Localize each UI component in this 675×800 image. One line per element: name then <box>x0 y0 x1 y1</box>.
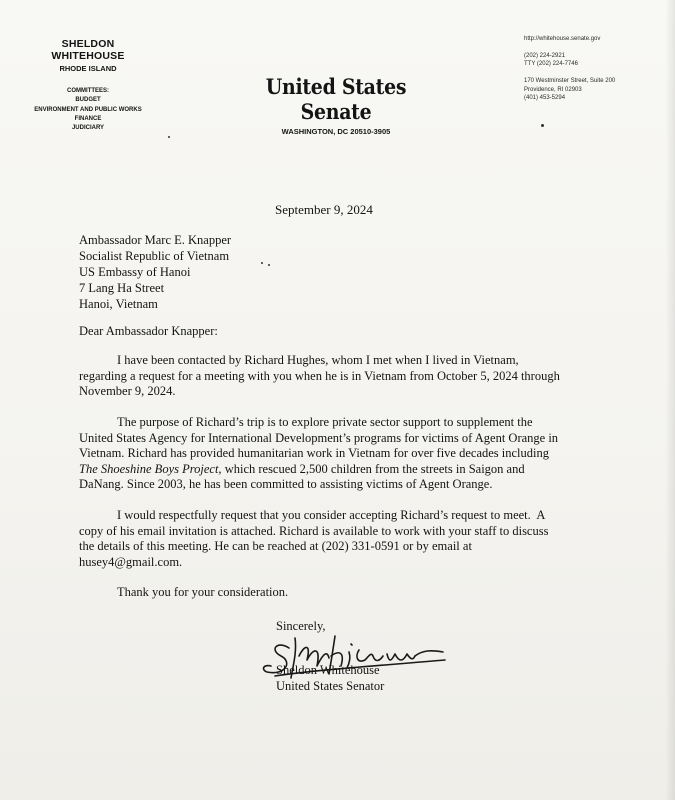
paragraph-line-rest: which rescued 2,500 children from the streets in Saigon and <box>221 461 525 476</box>
phone: (202) 224-2921 <box>524 52 566 59</box>
paragraph-line: The purpose of Richard’s trip is to explore private sector support to supplement the <box>117 415 533 429</box>
project-title: The Shoeshine Boys Project, <box>79 461 222 476</box>
contact-block <box>524 35 615 103</box>
closing-thanks: Thank you for your consideration. <box>117 585 289 599</box>
paragraph-line: DaNang. Since 2003, he has been committed to assisting victims of Agent Orange. <box>79 477 493 492</box>
paragraph-line: November 9, 2024. <box>79 384 176 399</box>
website: http://whitehouse.senate.gov <box>524 36 601 42</box>
recipient-line: Ambassador Marc E. Knapper <box>79 233 232 247</box>
valediction: Sincerely, <box>276 619 326 633</box>
scan-speck <box>541 124 544 127</box>
signer-block <box>276 662 384 694</box>
paragraph-line: I would respectfully request that you consider accepting Richard’s request to meet. A <box>117 508 546 522</box>
signer-title: United States Senator <box>276 679 385 693</box>
recipient-line: US Embassy of Hanoi <box>79 265 191 279</box>
office-phone: (401) 453-5294 <box>524 95 566 102</box>
senate-masthead <box>225 74 447 136</box>
signer-name: Sheldon Whitehouse <box>276 663 380 677</box>
salutation: Dear Ambassador Knapper: <box>79 324 218 338</box>
committee-item: JUDICIARY <box>71 125 105 132</box>
recipient-line: Socialist Republic of Vietnam <box>79 249 230 263</box>
tty: TTY (202) 224-7746 <box>524 61 578 68</box>
committees-heading: COMMITTEES: <box>67 88 109 94</box>
senate-title: United States Senate <box>265 74 407 124</box>
office-street: 170 Westminster Street, Suite 200 <box>524 78 616 85</box>
senator-state: RHODE ISLAND <box>59 64 117 73</box>
scan-speck <box>268 264 270 266</box>
paragraph-line: I have been contacted by Richard Hughes, whom I met when I lived in Vietnam, <box>117 353 519 367</box>
page-edge-shadow <box>665 0 675 800</box>
paragraph-line: the details of this meeting. He can be reached at (202) 331-0591 or by email at <box>79 539 472 554</box>
paragraph-line: copy of his email invitation is attached. Richard is available to work with your staff to discuss <box>79 523 549 538</box>
paragraph-1 <box>79 353 589 400</box>
recipient-address <box>79 232 231 312</box>
recipient-line: Hanoi, Vietnam <box>79 297 158 311</box>
paragraph-line <box>79 462 589 478</box>
scan-speck <box>168 136 170 138</box>
scan-speck <box>261 262 263 264</box>
letter-date: September 9, 2024 <box>275 202 373 217</box>
paragraph-2 <box>79 415 589 493</box>
paragraph-line: United States Agency for International Development’s programs for victims of Agent Orange in <box>79 430 559 445</box>
committees-list <box>28 87 148 133</box>
paragraph-line: regarding a request for a meeting with you when he is in Vietnam from October 5, 2024 through <box>79 368 560 383</box>
committee-item: BUDGET <box>75 97 101 104</box>
office-city: Providence, RI 02903 <box>524 86 582 93</box>
senator-block <box>28 38 148 133</box>
committee-item: ENVIRONMENT AND PUBLIC WORKS <box>34 106 142 113</box>
senator-name: SHELDON WHITEHOUSE <box>51 38 125 62</box>
paragraph-line: Vietnam. Richard has provided humanitarian work in Vietnam for over five decades including <box>79 446 550 461</box>
senate-address: WASHINGTON, DC 20510-3905 <box>281 127 391 136</box>
recipient-line: 7 Lang Ha Street <box>79 281 165 295</box>
email-line: husey4@gmail.com. <box>79 554 183 569</box>
committee-item: FINANCE <box>74 115 102 122</box>
paragraph-3 <box>79 508 589 570</box>
